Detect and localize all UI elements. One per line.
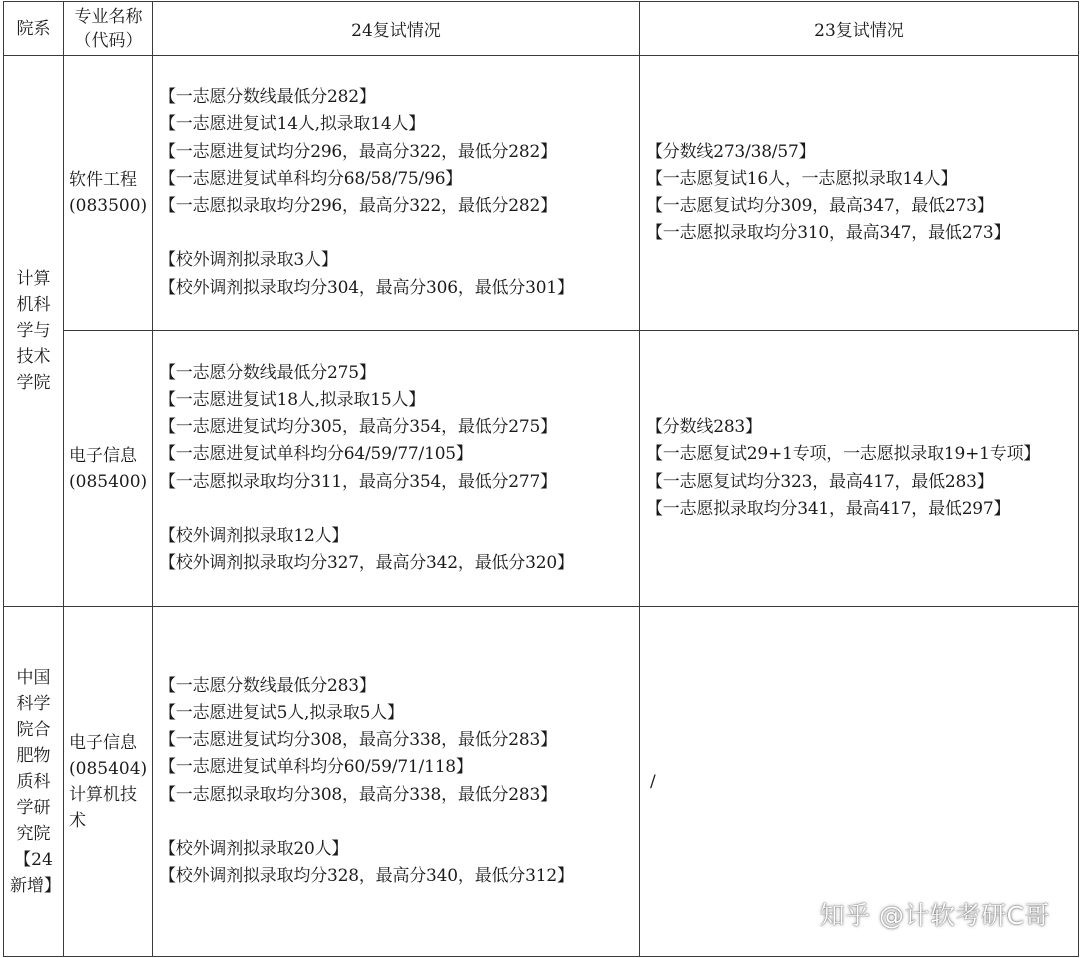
list-item: 【一志愿拟录取均分341，最高417，最低297】 [646, 498, 1011, 519]
header-2024: 24复试情况 [153, 2, 640, 56]
list-item: 【分数线273/38/57】 [646, 141, 816, 162]
header-dept: 院系 [4, 2, 64, 56]
list-item: 【一志愿进复试单科均分68/58/75/96】 [159, 168, 463, 189]
major-cell: 电子信息(085404)计算机技术 [64, 607, 153, 957]
not-applicable-mark: / [650, 771, 656, 792]
list-item: 【校外调剂拟录取3人】 [159, 250, 338, 271]
list-item: 【校外调剂拟录取均分304，最高分306，最低分301】 [159, 277, 574, 298]
y23-cell [640, 331, 1079, 607]
major-cell: 电子信息(085400) [64, 331, 153, 607]
list-item: 【一志愿复试均分309，最高347，最低273】 [646, 196, 994, 216]
spacer [159, 220, 639, 247]
list-item: 【校外调剂拟录取12人】 [159, 525, 349, 546]
y24-cell [153, 607, 640, 957]
list-item: 【一志愿进复试均分308，最高分338，最低分283】 [159, 730, 557, 751]
list-item: 【校外调剂拟录取20人】 [159, 838, 349, 859]
dept-cell: 计算机科学与技术学院 [4, 56, 64, 607]
list-item: 【一志愿复试16人，一志愿拟录取14人】 [646, 168, 958, 189]
header-row [4, 2, 1079, 56]
list-item: 【一志愿进复试均分305，最高分354，最低分275】 [159, 417, 557, 438]
list-item: 【一志愿进复试单科均分64/59/77/105】 [159, 444, 473, 465]
header-major: 专业名称（代码） [64, 2, 153, 56]
zhihu-watermark: 知乎 @计软考研C哥 [819, 901, 1050, 930]
list-item: 【一志愿进复试单科均分60/59/71/118】 [159, 757, 473, 778]
list-item: 【一志愿拟录取均分308，最高分338，最低分283】 [159, 784, 557, 805]
list-item: 【一志愿进复试均分296，最高分322，最低分282】 [159, 141, 557, 162]
header-2023: 23复试情况 [640, 2, 1079, 56]
list-item: 【一志愿拟录取均分310，最高347，最低273】 [646, 223, 1011, 244]
list-item: 【一志愿分数线最低分282】 [159, 87, 376, 108]
list-item: 【校外调剂拟录取均分327，最高分342，最低分320】 [159, 553, 574, 574]
list-item: 【一志愿进复试14人,拟录取14人】 [159, 114, 426, 135]
y24-cell [153, 56, 640, 331]
list-item: 【分数线283】 [646, 417, 762, 438]
list-item: 【一志愿拟录取均分296，最高分322，最低分282】 [159, 196, 557, 216]
list-item: 【校外调剂拟录取均分328，最高分340，最低分312】 [159, 866, 574, 887]
list-item: 【一志愿进复试18人,拟录取15人】 [159, 389, 426, 410]
spacer [159, 496, 639, 523]
list-item: 【一志愿分数线最低分275】 [159, 362, 376, 383]
spacer [159, 809, 639, 836]
table-row [4, 331, 1079, 607]
dept-cell: 中国科学院合肥物质科学研究院【24新增】 [4, 607, 64, 957]
table-row [4, 56, 1079, 331]
major-cell: 软件工程(083500) [64, 56, 153, 331]
y23-cell [640, 56, 1079, 331]
list-item: 【一志愿分数线最低分283】 [159, 675, 376, 696]
list-item: 【一志愿复试均分323，最高417，最低283】 [646, 471, 994, 492]
list-item: 【一志愿进复试5人,拟录取5人】 [159, 702, 404, 723]
admission-table [3, 1, 1079, 957]
list-item: 【一志愿复试29+1专项，一志愿拟录取19+1专项】 [646, 444, 1041, 465]
y24-cell [153, 331, 640, 607]
list-item: 【一志愿拟录取均分311，最高分354，最低分277】 [159, 471, 557, 492]
